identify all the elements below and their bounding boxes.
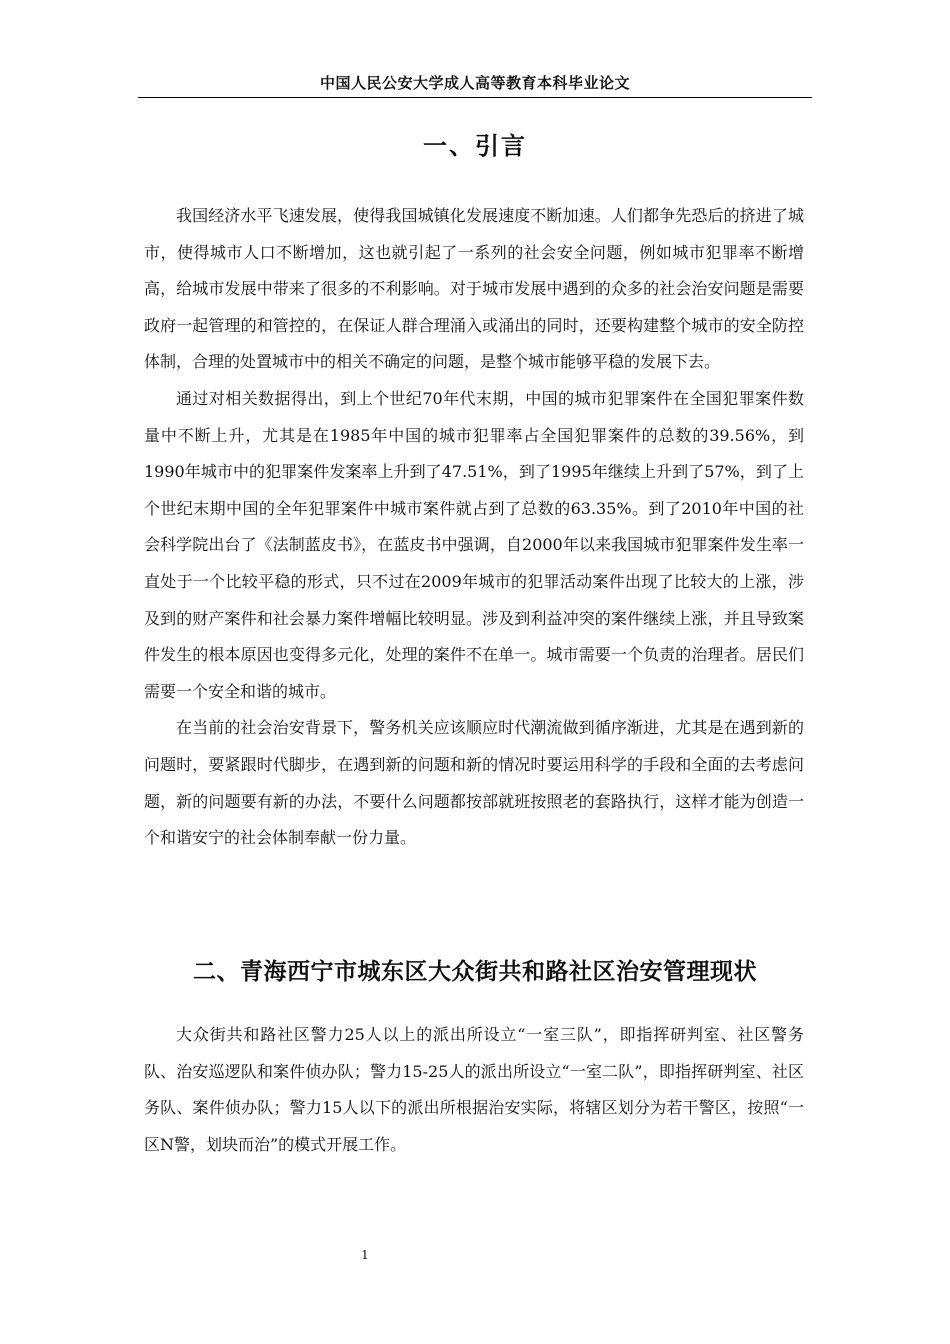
section-body-introduction	[144, 198, 804, 857]
section-title-status: 二、青海西宁市城东区大众街共和路社区治安管理现状	[193, 959, 757, 985]
page-number: 1	[361, 1248, 369, 1262]
paragraph: 我国经济水平飞速发展，使得我国城镇化发展速度不断加速。人们都争先恐后的挤进了城市，使得城市人口不断增加，这也就引起了一系列的社会安全问题，例如城市犯罪率不断增高，给城市发展中带来了很多的不利影响。对于城市发展中遇到的众多的社会治安问题是需要政府一起管理的和管控的，在保证人群合理涌入或涌出的同时，还要构建整个城市的安全防控体制，合理的处置城市中的相关不确定的问题，是整个城市能够平稳的发展下去。	[144, 206, 804, 372]
section-title-introduction: 一、引言	[423, 132, 527, 160]
page-header: 中国人民公安大学成人高等教育本科毕业论文	[138, 72, 812, 98]
paragraph: 在当前的社会治安背景下，警务机关应该顺应时代潮流做到循序渐进，尤其是在遇到新的问题时，要紧跟时代脚步，在遇到新的问题和新的情况时要运用科学的手段和全面的去考虑问题，新的问题要有新的办法，不要什么问题都按部就班按照老的套路执行，这样才能为创造一个和谐安宁的社会体制奉献一份力量。	[144, 718, 804, 848]
paragraph: 通过对相关数据得出，到上个世纪70年代末期，中国的城市犯罪案件在全国犯罪案件数量中不断上升，尤其是在1985年中国的城市犯罪率占全国犯罪案件的总数的39.56%，到1990年城市中的犯罪案件发案率上升到了47.51%，到了1995年继续上升到了57%，到了上个世纪末期中国的全年犯罪案件中城市案件就占到了总数的63.35%。到了2010年中国的社会科学院出台了《法制蓝皮书》，在蓝皮书中强调，自2000年以来我国城市犯罪案件发生率一直处于一个比较平稳的形式，只不过在2009年城市的犯罪活动案件出现了比较大的上涨，涉及到的财产案件和社会暴力案件增幅比较明显。涉及到利益冲突的案件继续上涨，并且导致案件发生的根本原因也变得多元化，处理的案件不在单一。城市需要一个负责的治理者。居民们需要一个安全和谐的城市。	[144, 388, 804, 701]
paragraph: 大众街共和路社区警力25人以上的派出所设立“一室三队”，即指挥研判室、社区警务队、治安巡逻队和案件侦办队；警力15-25人的派出所设立“一室二队”，即指挥研判室、社区务队、案件侦办队；警力15人以下的派出所根据治安实际，将辖区划分为若干警区，按照“一区N警，划块而治”的模式开展工作。	[144, 1025, 804, 1154]
section-body-status	[144, 1017, 804, 1163]
